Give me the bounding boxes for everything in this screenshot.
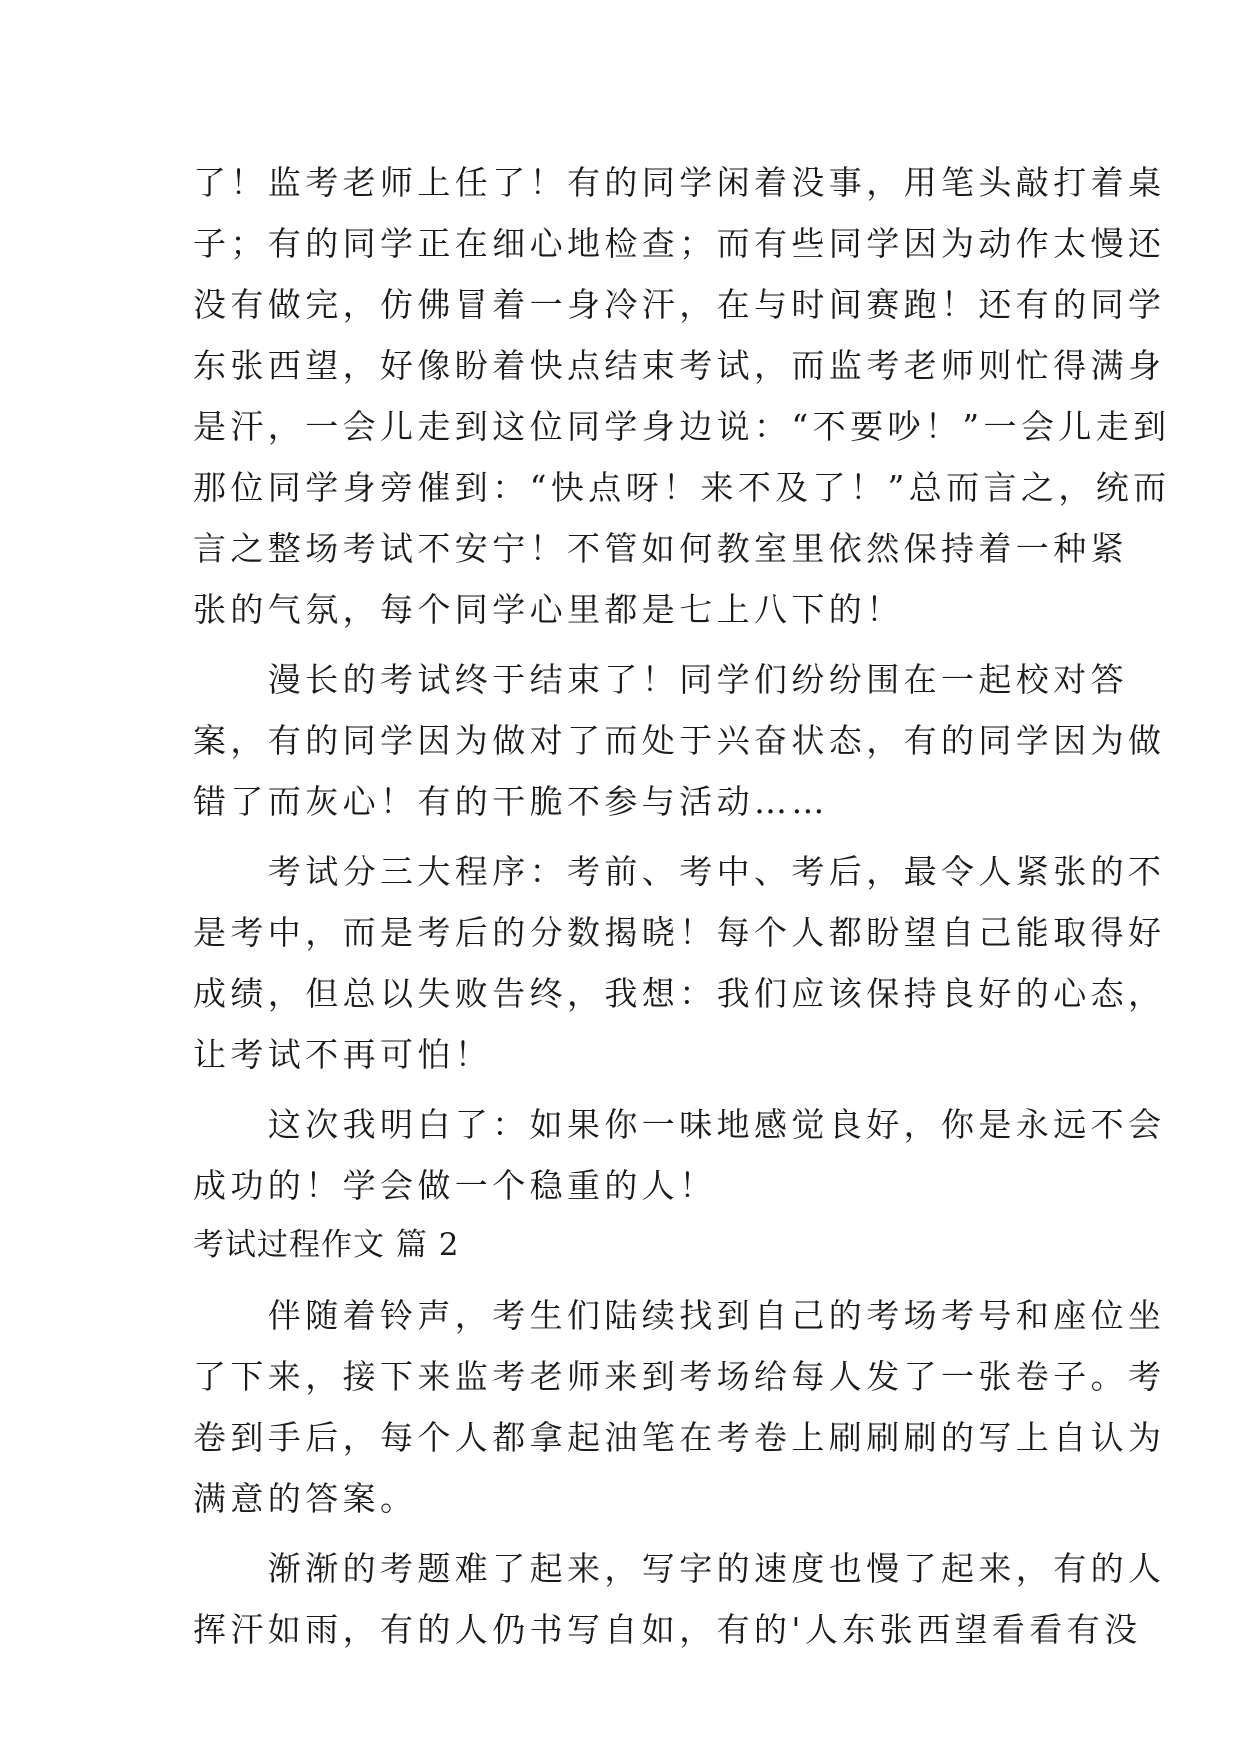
paragraph-first-line: 考试分三大程序：考前、考中、考后，最令人紧张的不 <box>193 852 1166 891</box>
body-text-line: 成功的！学会做一个稳重的人！ <box>193 1166 717 1205</box>
body-text-line: 张的气氛，每个同学心里都是七上八下的！ <box>193 590 904 629</box>
body-text-line: 子；有的同学正在细心地检查；而有些同学因为动作太慢还 <box>193 224 1166 263</box>
body-text-line: 错了而灰心！有的干脆不参与活动…… <box>193 782 829 821</box>
body-text-line: 案，有的同学因为做对了而处于兴奋状态，有的同学因为做 <box>193 721 1166 760</box>
body-text-line: 成绩，但总以失败告终，我想：我们应该保持良好的心态， <box>193 974 1166 1013</box>
body-text-line: 言之整场考试不安宁！不管如何教室里依然保持着一种紧 <box>193 529 1128 568</box>
body-text-line: 让考试不再可怕！ <box>193 1035 493 1074</box>
body-text-line: 东张西望，好像盼着快点结束考试，而监考老师则忙得满身 <box>193 346 1166 385</box>
paragraph-first-line: 伴随着铃声，考生们陆续找到自己的考场考号和座位坐 <box>193 1296 1166 1335</box>
body-text-line: 了下来，接下来监考老师来到考场给每人发了一张卷子。考 <box>193 1357 1166 1396</box>
body-text-line: 了！监考老师上任了！有的同学闲着没事，用笔头敲打着桌 <box>193 163 1166 202</box>
paragraph-first-line: 渐渐的考题难了起来，写字的速度也慢了起来，有的人 <box>193 1549 1166 1588</box>
body-text-line: 是考中，而是考后的分数揭晓！每个人都盼望自己能取得好 <box>193 913 1166 952</box>
paragraph-first-line: 漫长的考试终于结束了！同学们纷纷围在一起校对答 <box>193 660 1128 699</box>
body-text-line: 那位同学身旁催到：“快点呀！来不及了！”总而言之，统而 <box>193 468 1171 507</box>
body-text-line: 挥汗如雨，有的人仍书写自如，有的'人东张西望看看有没 <box>193 1610 1142 1649</box>
body-text-line: 满意的答案。 <box>193 1479 418 1518</box>
body-text-line: 没有做完，仿佛冒着一身冷汗，在与时间赛跑！还有的同学 <box>193 285 1166 324</box>
body-text-line: 是汗，一会儿走到这位同学身边说：“不要吵！”一会儿走到 <box>193 407 1171 446</box>
body-text-line: 卷到手后，每个人都拿起油笔在考卷上刷刷刷的写上自认为 <box>193 1418 1166 1457</box>
section-heading: 考试过程作文 篇 2 <box>193 1227 460 1263</box>
paragraph-first-line: 这次我明白了：如果你一味地感觉良好，你是永远不会 <box>193 1105 1166 1144</box>
